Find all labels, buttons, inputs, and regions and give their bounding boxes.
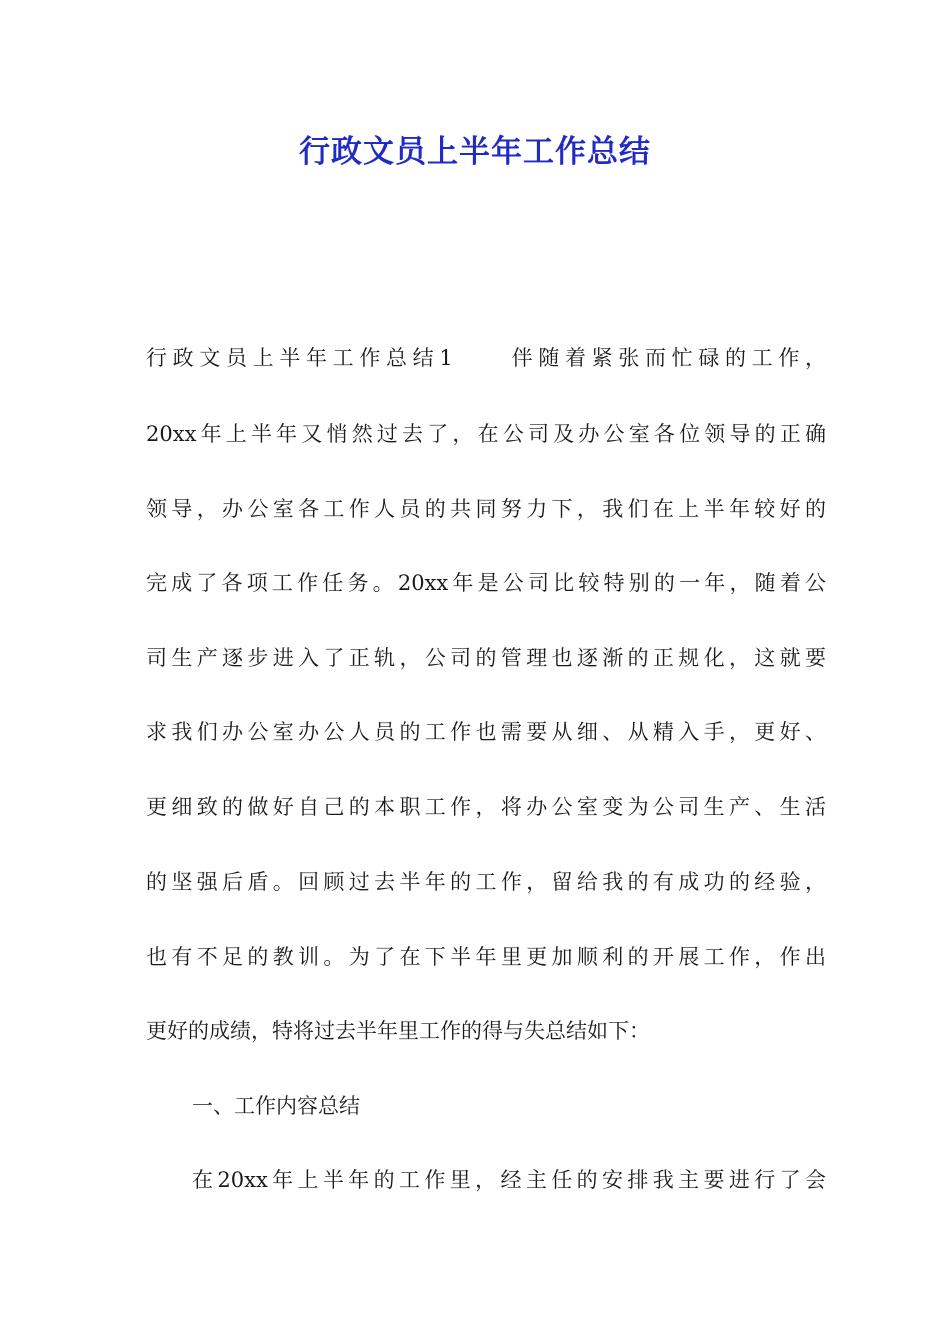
- paragraph-line: 完成了各项工作任务。20xx年是公司比较特别的一年，随着公: [146, 571, 826, 595]
- paragraph-line: 更好的成绩，特将过去半年里工作的得与失总结如下：: [146, 1019, 650, 1043]
- section-heading: 一、工作内容总结: [192, 1094, 360, 1118]
- paragraph-line: 在20xx年上半年的工作里，经主任的安排我主要进行了会: [192, 1168, 826, 1192]
- paragraph-line: 更细致的做好自己的本职工作，将办公室变为公司生产、生活: [146, 795, 826, 819]
- paragraph-line: 司生产逐步进入了正轨，公司的管理也逐渐的正规化，这就要: [146, 646, 826, 670]
- paragraph-line: 20xx年上半年又悄然过去了，在公司及办公室各位领导的正确: [146, 422, 826, 446]
- paragraph-line: 的坚强后盾。回顾过去半年的工作，留给我的有成功的经验，: [146, 870, 826, 894]
- paragraph-line: 领导，办公室各工作人员的共同努力下，我们在上半年较好的: [146, 497, 826, 521]
- document-title: 行政文员上半年工作总结: [299, 134, 651, 170]
- paragraph-line: 求我们办公室办公人员的工作也需要从细、从精入手，更好、: [146, 720, 826, 744]
- paragraph-line: 也有不足的教训。为了在下半年里更加顺利的开展工作，作出: [146, 945, 826, 969]
- paragraph-line: 行政文员上半年工作总结1 伴随着紧张而忙碌的工作，: [146, 346, 826, 370]
